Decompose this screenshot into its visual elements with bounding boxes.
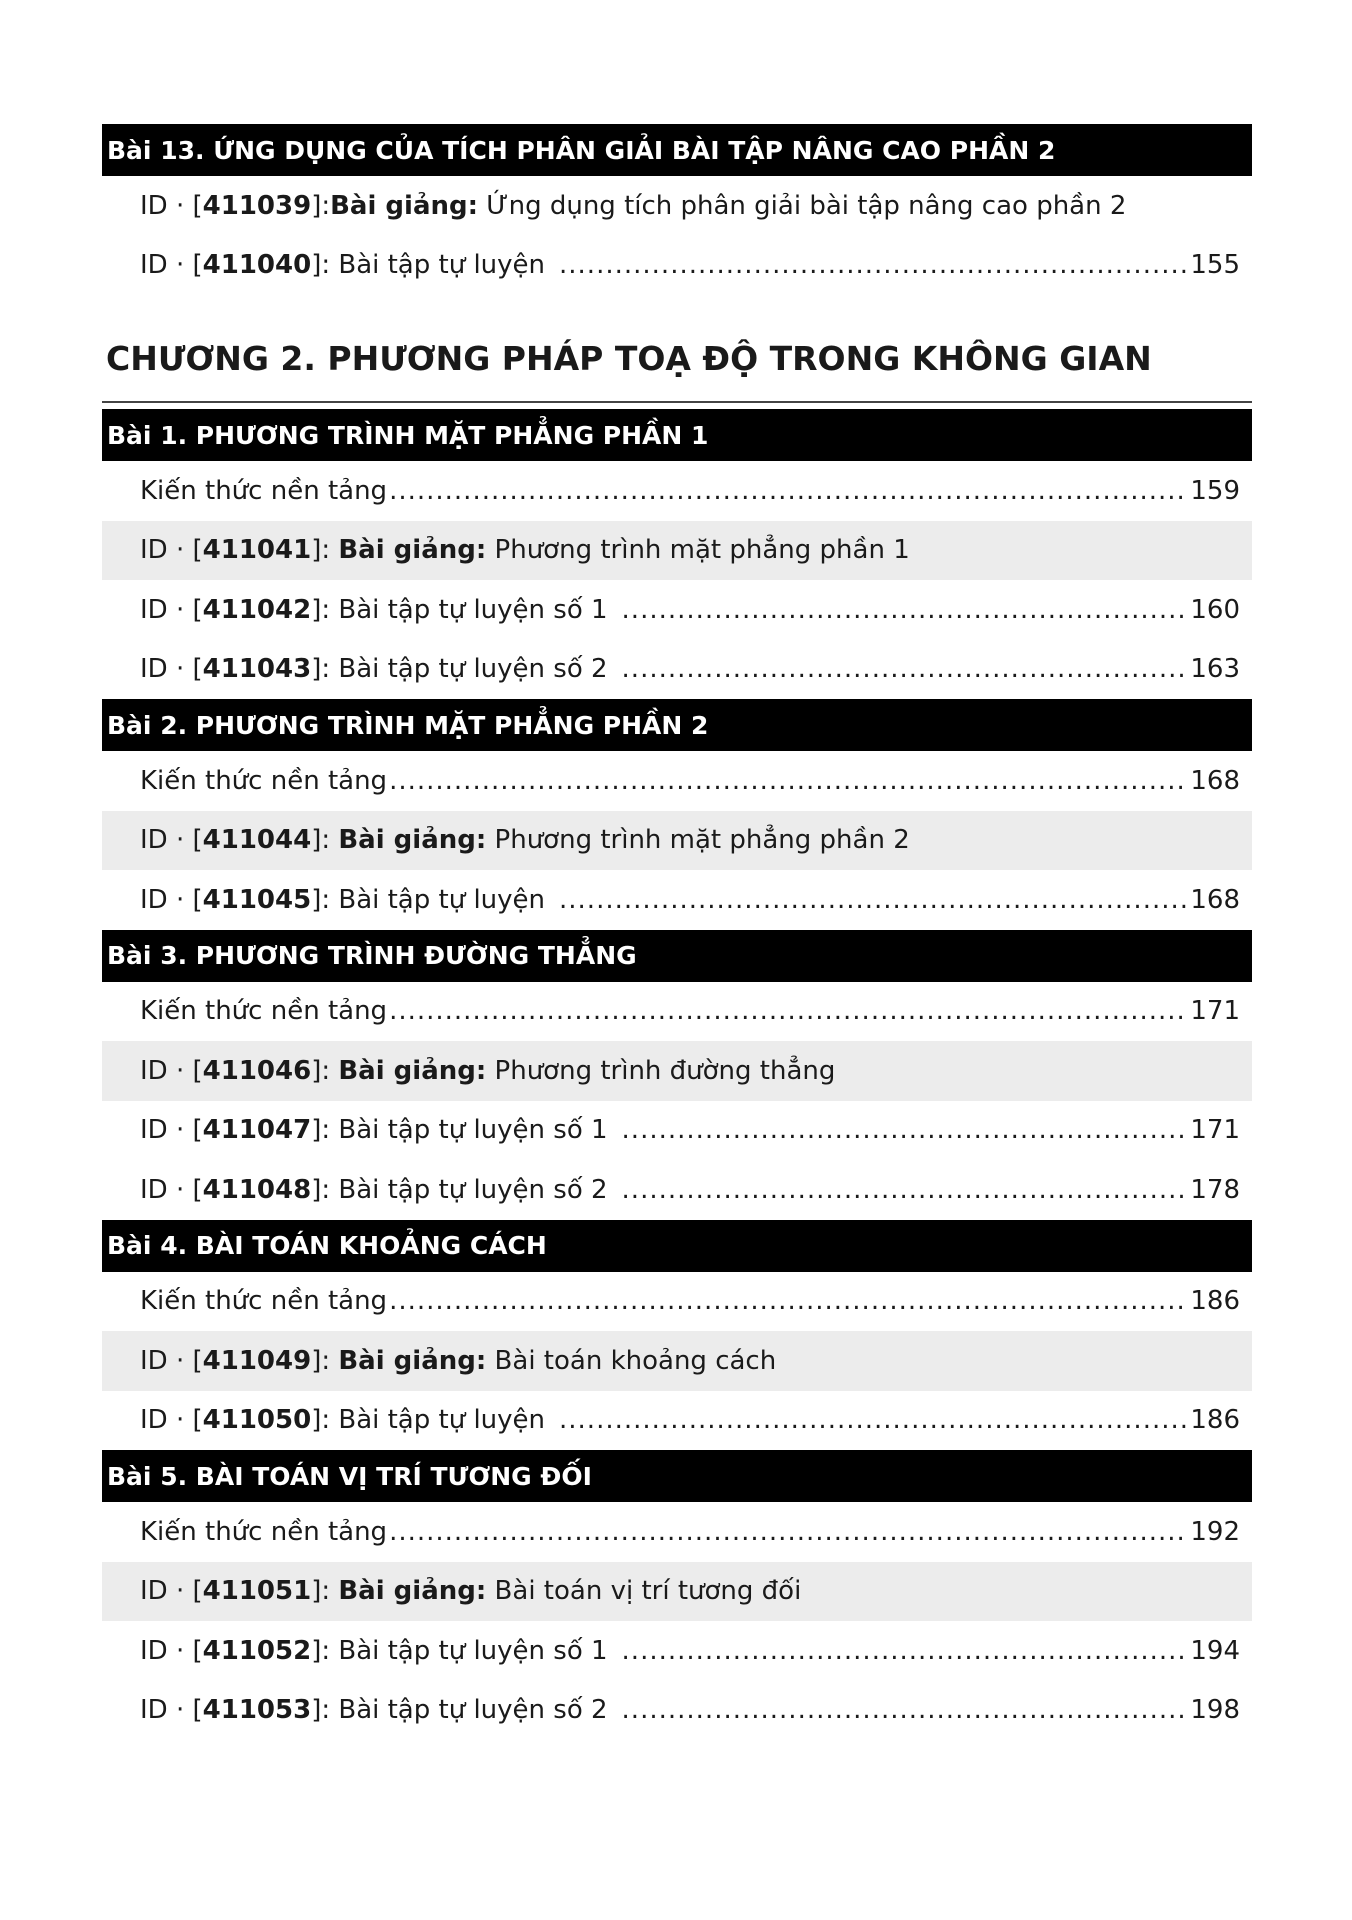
entry-sep: ]: (311, 535, 339, 566)
entry-id: 411048 (202, 1174, 312, 1205)
toc-entry-exercise[interactable] (102, 580, 1252, 640)
page-number: 178 (1190, 1174, 1240, 1205)
section-header: Bài 13. ỨNG DỤNG CỦA TÍCH PHÂN GIẢI BÀI TẬP NÂNG CAO PHẦN 2 (102, 124, 1252, 176)
entry-bold-label: Bài giảng: (338, 1055, 487, 1086)
toc-entry-basics[interactable] (102, 461, 1252, 521)
entry-title: Bài tập tự luyện số 2 (338, 1174, 608, 1205)
toc-entry-lecture[interactable] (102, 176, 1252, 236)
chapter-divider (102, 401, 1252, 403)
toc-entry-exercise[interactable] (102, 236, 1252, 296)
dot-leader (389, 766, 1188, 796)
page-number: 155 (1190, 250, 1240, 281)
entry-prefix: ID · [ (140, 884, 203, 915)
entry-title: Kiến thức nền tảng (140, 1516, 388, 1547)
entry-sep: ]: (311, 1345, 339, 1376)
dot-leader (622, 1695, 1189, 1725)
entry-sep: ]: (311, 1055, 339, 1086)
entry-title: Bài tập tự luyện (338, 884, 546, 915)
page-number: 192 (1190, 1516, 1240, 1547)
entry-sep: ]: (311, 825, 339, 856)
dot-leader (622, 1175, 1189, 1205)
section-block (102, 409, 1252, 699)
section-block (102, 930, 1252, 1220)
entry-bold-label: Bài giảng: (338, 825, 487, 856)
page-number: 171 (1190, 996, 1240, 1027)
toc-entry-basics[interactable] (102, 1272, 1252, 1332)
entry-bold-label: Bài giảng: (330, 190, 479, 221)
toc-entry-basics[interactable] (102, 982, 1252, 1042)
dot-leader (559, 1405, 1188, 1435)
entry-prefix: ID · [ (140, 190, 203, 221)
entry-title: Bài tập tự luyện số 1 (338, 594, 608, 625)
entry-sep: ]: (311, 594, 339, 625)
entry-title: Bài toán vị trí tương đối (486, 1576, 802, 1607)
page-number: 159 (1190, 475, 1240, 506)
table-of-contents (102, 124, 1252, 1740)
entry-sep: ]: (311, 884, 339, 915)
dot-leader (389, 476, 1188, 506)
toc-entry-lecture[interactable] (102, 1562, 1252, 1622)
dot-leader (389, 1286, 1188, 1316)
entry-title: Phương trình mặt phẳng phần 2 (486, 825, 910, 856)
section-header: Bài 5. BÀI TOÁN VỊ TRÍ TƯƠNG ĐỐI (102, 1450, 1252, 1502)
chapter-title: CHƯƠNG 2. PHƯƠNG PHÁP TOẠ ĐỘ TRONG KHÔNG GIAN (106, 338, 1152, 378)
entry-prefix: ID · [ (140, 654, 203, 685)
entry-id: 411052 (202, 1635, 312, 1666)
toc-entry-exercise[interactable] (102, 870, 1252, 930)
toc-entry-lecture[interactable] (102, 811, 1252, 871)
entry-id: 411053 (202, 1695, 312, 1726)
entry-id: 411049 (202, 1345, 312, 1376)
section-header: Bài 3. PHƯƠNG TRÌNH ĐƯỜNG THẲNG (102, 930, 1252, 982)
page-number: 198 (1190, 1695, 1240, 1726)
entry-id: 411039 (202, 190, 312, 221)
dot-leader (559, 250, 1188, 280)
entry-sep: ]: (311, 1635, 339, 1666)
entry-id: 411047 (202, 1115, 312, 1146)
entry-sep: ]: (311, 1174, 339, 1205)
toc-entry-basics[interactable] (102, 1502, 1252, 1562)
toc-entry-lecture[interactable] (102, 1041, 1252, 1101)
section-block (102, 699, 1252, 930)
entry-prefix: ID · [ (140, 1345, 203, 1376)
section-block (102, 1220, 1252, 1451)
entry-title: Kiến thức nền tảng (140, 765, 388, 796)
entry-prefix: ID · [ (140, 1635, 203, 1666)
section-header: Bài 1. PHƯƠNG TRÌNH MẶT PHẲNG PHẦN 1 (102, 409, 1252, 461)
dot-leader (622, 595, 1189, 625)
page-number: 171 (1190, 1115, 1240, 1146)
toc-entry-exercise[interactable] (102, 1621, 1252, 1681)
entry-title: Bài tập tự luyện số 2 (338, 654, 608, 685)
page-number: 160 (1190, 594, 1240, 625)
sections-list (102, 409, 1252, 1740)
page-number: 186 (1190, 1405, 1240, 1436)
page-number: 163 (1190, 654, 1240, 685)
page-number: 168 (1190, 884, 1240, 915)
entry-title: Phương trình đường thẳng (486, 1055, 836, 1086)
entry-bold-label: Bài giảng: (338, 1576, 487, 1607)
toc-entry-exercise[interactable] (102, 1391, 1252, 1451)
entry-id: 411044 (202, 825, 312, 856)
entry-id: 411040 (202, 250, 312, 281)
dot-leader (559, 885, 1188, 915)
toc-entry-lecture[interactable] (102, 521, 1252, 581)
entry-title: Bài tập tự luyện số 1 (338, 1635, 608, 1666)
toc-entry-exercise[interactable] (102, 640, 1252, 700)
entry-title: Kiến thức nền tảng (140, 1286, 388, 1317)
entry-sep: ]: (311, 654, 339, 685)
entry-prefix: ID · [ (140, 1405, 203, 1436)
toc-entry-exercise[interactable] (102, 1160, 1252, 1220)
entry-title: Bài tập tự luyện (338, 1405, 546, 1436)
page-number: 194 (1190, 1635, 1240, 1666)
entry-sep: ]: (311, 1115, 339, 1146)
entry-prefix: ID · [ (140, 1174, 203, 1205)
section-block (102, 1450, 1252, 1740)
entry-id: 411041 (202, 535, 312, 566)
toc-entry-exercise[interactable] (102, 1101, 1252, 1161)
toc-entry-lecture[interactable] (102, 1331, 1252, 1391)
entry-title: Bài tập tự luyện số 1 (338, 1115, 608, 1146)
entry-prefix: ID · [ (140, 1576, 203, 1607)
dot-leader (389, 996, 1188, 1026)
toc-entry-basics[interactable] (102, 751, 1252, 811)
entry-id: 411046 (202, 1055, 312, 1086)
entry-title: Bài tập tự luyện (338, 250, 546, 281)
entry-title: Bài tập tự luyện số 2 (338, 1695, 608, 1726)
entry-prefix: ID · [ (140, 250, 203, 281)
toc-entry-exercise[interactable] (102, 1681, 1252, 1741)
entry-prefix: ID · [ (140, 1115, 203, 1146)
entry-sep: ]: (311, 1405, 339, 1436)
dot-leader (389, 1517, 1188, 1547)
entry-bold-label: Bài giảng: (338, 535, 487, 566)
entry-title: Phương trình mặt phẳng phần 1 (486, 535, 910, 566)
entry-id: 411045 (202, 884, 312, 915)
section-header: Bài 4. BÀI TOÁN KHOẢNG CÁCH (102, 1220, 1252, 1272)
entry-id: 411050 (202, 1405, 312, 1436)
page-number: 186 (1190, 1286, 1240, 1317)
entry-bold-label: Bài giảng: (338, 1345, 487, 1376)
entry-title: Bài toán khoảng cách (486, 1345, 777, 1376)
dot-leader (622, 1636, 1189, 1666)
entry-title: Kiến thức nền tảng (140, 475, 388, 506)
entry-sep: ]: (311, 1695, 339, 1726)
entry-sep: ]: (311, 1576, 339, 1607)
entry-prefix: ID · [ (140, 535, 203, 566)
entry-id: 411042 (202, 594, 312, 625)
page-number: 168 (1190, 765, 1240, 796)
entry-prefix: ID · [ (140, 825, 203, 856)
entry-id: 411051 (202, 1576, 312, 1607)
entry-sep: ]: (311, 190, 331, 221)
entry-prefix: ID · [ (140, 1695, 203, 1726)
dot-leader (622, 654, 1189, 684)
entry-sep: ]: (311, 250, 339, 281)
entry-title: Ứng dụng tích phân giải bài tập nâng cao phần 2 (478, 190, 1127, 221)
entry-title: Kiến thức nền tảng (140, 996, 388, 1027)
entry-id: 411043 (202, 654, 312, 685)
entry-prefix: ID · [ (140, 1055, 203, 1086)
entry-prefix: ID · [ (140, 594, 203, 625)
dot-leader (622, 1115, 1189, 1145)
section-header: Bài 2. PHƯƠNG TRÌNH MẶT PHẲNG PHẦN 2 (102, 699, 1252, 751)
